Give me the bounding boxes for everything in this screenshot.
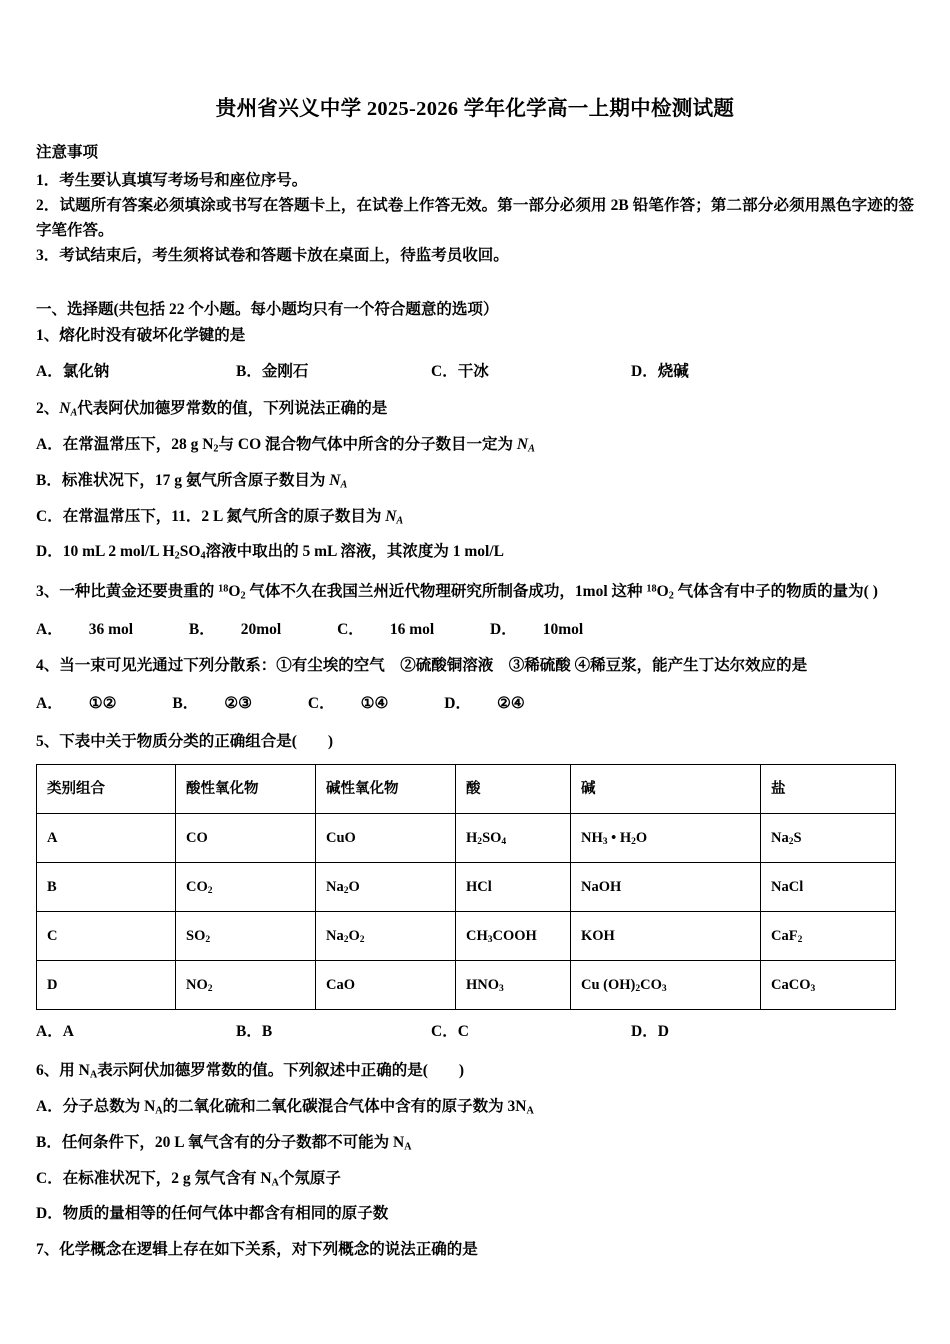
question-1-stem — [36, 324, 914, 349]
cell-acidic-oxide: $CO_2$ — [176, 863, 316, 912]
question-2-option-c[interactable]: C．在常温常压下，11．2 L 氮气所含的原子数目为 $N_A$ — [36, 507, 404, 526]
question-5-text: 下表中关于物质分类的正确组合是( ) — [59, 732, 334, 750]
option-text: 20mol — [240, 621, 282, 639]
question-4-option-a[interactable] — [36, 695, 143, 712]
cell-combo: B — [37, 863, 176, 912]
question-3-options — [36, 618, 914, 643]
option-label: D． — [631, 1023, 658, 1041]
option-label: A． — [36, 435, 63, 453]
option-label: A． — [36, 1023, 63, 1041]
page-title: 贵州省兴义中学 2025-2026 学年化学高一上期中检测试题 — [215, 98, 735, 120]
section-heading-choice: 一、选择题(共包括 22 个小题。每小题均只有一个符合题意的选项） — [36, 301, 499, 319]
question-4-number: 4、 — [36, 656, 60, 674]
option-label: B． — [172, 694, 199, 712]
option-label: A． — [36, 1097, 63, 1115]
option-text: ①② — [88, 694, 117, 712]
option-text: C — [457, 1023, 469, 1041]
cell-combo: A — [37, 814, 176, 863]
option-text: A — [62, 1023, 74, 1041]
option-text: 36 mol — [88, 621, 134, 639]
option-label: B． — [36, 471, 62, 489]
question-4-stem — [36, 654, 914, 679]
question-4-option-b[interactable] — [172, 695, 278, 712]
table-header-basic-oxide: 碱性氧化物 — [316, 765, 456, 814]
question-1-option-b[interactable] — [236, 360, 431, 385]
option-label: A． — [36, 621, 63, 639]
option-label: C． — [337, 621, 364, 639]
classification-table — [36, 764, 896, 1010]
option-label: C． — [307, 694, 335, 712]
cell-base: NaOH — [571, 863, 761, 912]
cell-acidic-oxide: CO — [176, 814, 316, 863]
cell-base: $NH_3$ • $H_2O$ — [571, 814, 761, 863]
question-5-stem — [36, 730, 914, 755]
question-6-option-d[interactable]: D．物质的量相等的任何气体中都含有相同的原子数 — [36, 1205, 389, 1223]
table-header-combo: 类别组合 — [37, 765, 176, 814]
question-1-option-c[interactable] — [431, 360, 631, 385]
option-text: 烧碱 — [657, 363, 689, 381]
question-5-number: 5、 — [36, 732, 60, 750]
cell-salt: $Na_2S$ — [761, 814, 896, 863]
table-row — [37, 814, 896, 863]
cell-combo: D — [37, 961, 176, 1010]
cell-salt: CaF$_2$ — [761, 912, 896, 961]
cell-basic-oxide: CuO — [316, 814, 456, 863]
option-text: 金刚石 — [261, 363, 309, 381]
question-4-options — [36, 692, 914, 717]
cell-basic-oxide: CaO — [316, 961, 456, 1010]
cell-acid: $CH_3COOH$ — [456, 912, 571, 961]
cell-acidic-oxide: $SO_2$ — [176, 912, 316, 961]
spacer — [36, 268, 914, 298]
question-6-number: 6、 — [36, 1062, 60, 1080]
cell-acid: HCl — [456, 863, 571, 912]
table-header-salt: 盐 — [761, 765, 896, 814]
cell-acidic-oxide: $NO_2$ — [176, 961, 316, 1010]
question-7-number: 7、 — [36, 1241, 60, 1259]
question-4-option-d[interactable] — [444, 695, 551, 712]
question-1-option-d[interactable] — [631, 360, 689, 385]
table-row — [37, 961, 896, 1010]
cell-acid: $H_2SO_4$ — [456, 814, 571, 863]
notice-item-1: 1．考生要认真填写考场号和座位序号。 — [36, 171, 308, 189]
option-label: C． — [431, 363, 458, 381]
question-3-number: 3、 — [36, 583, 60, 601]
question-4-option-c[interactable] — [308, 695, 415, 712]
option-text: ①④ — [360, 694, 389, 712]
table-row — [37, 863, 896, 912]
cell-base: Cu $(OH)_2CO_3$ — [571, 961, 761, 1010]
option-label: B． — [236, 363, 262, 381]
option-text: B — [261, 1023, 273, 1041]
question-7-text: 化学概念在逻辑上存在如下关系，对下列概念的说法正确的是 — [59, 1241, 478, 1259]
question-6-option-a[interactable]: A．分子总数为 $N_A$的二氧化硫和二氧化碳混合气体中含有的原子数为 $3N_A$ — [36, 1097, 534, 1117]
na-symbol: $N_A$ — [59, 400, 78, 419]
question-6-stem: 6、用 $N_A$表示阿伏加德罗常数的值。下列叙述中正确的是( ) — [36, 1062, 465, 1081]
notice-item-2: 2．试题所有答案必须填涂或书写在答题卡上，在试卷上作答无效。第一部分必须用 2B 铅笔作答；第二部分必须用黑色字迹的签字笔作答。 — [36, 197, 914, 240]
question-3-option-d[interactable] — [490, 621, 609, 638]
cell-base: KOH — [571, 912, 761, 961]
question-5-option-c[interactable] — [431, 1020, 631, 1045]
option-label: A． — [36, 363, 63, 381]
question-2-option-b[interactable]: B．标准状况下，17 g 氨气所含原子数目为 $N_A$ — [36, 471, 348, 491]
option-label: A． — [36, 694, 63, 712]
question-7-stem — [36, 1238, 914, 1263]
option-label: D． — [631, 363, 658, 381]
option-label: D． — [36, 543, 63, 561]
question-1-text: 熔化时没有破坏化学键的是 — [59, 326, 246, 344]
question-5-option-d[interactable] — [631, 1020, 669, 1045]
cell-salt: CaCO$_3$ — [761, 961, 896, 1010]
notice-item-3: 3．考试结束后，考生须将试卷和答题卡放在桌面上，待监考员收回。 — [36, 247, 509, 265]
question-5-options — [36, 1020, 914, 1045]
notice-heading: 注意事项 — [36, 143, 99, 161]
cell-basic-oxide: $Na_2O_2$ — [316, 912, 456, 961]
option-label: B． — [36, 1133, 62, 1151]
option-label: C． — [36, 507, 63, 525]
question-3-stem: 3、一种比黄金还要贵重的 $^{18}O_2$ 气体不久在我国兰州近代物理研究所制备成功，1mol 这种 $^{18}O_2$ 气体含有中子的物质的量为( ) — [36, 583, 878, 602]
table-header-acid: 酸 — [456, 765, 571, 814]
question-6-option-c[interactable]: C．在标准状况下，2 g 氖气含有 $N_A$个氖原子 — [36, 1169, 341, 1188]
question-1-option-a[interactable] — [36, 360, 236, 385]
option-text: 10mol — [542, 621, 584, 639]
option-text: ②④ — [496, 694, 525, 712]
option-label: B． — [236, 1023, 262, 1041]
option-text: D — [657, 1023, 669, 1041]
option-label: D． — [490, 621, 517, 639]
cell-acid: $HNO_3$ — [456, 961, 571, 1010]
question-2-number: 2、 — [36, 400, 60, 418]
cell-salt: NaCl — [761, 863, 896, 912]
question-2-text: 代表阿伏加德罗常数的值，下列说法正确的是 — [77, 400, 388, 418]
question-3-option-b[interactable] — [189, 621, 307, 638]
table-row — [37, 912, 896, 961]
table-header-acidic-oxide: 酸性氧化物 — [176, 765, 316, 814]
table-header-row — [37, 765, 896, 814]
question-2-stem — [36, 397, 914, 422]
question-1-number: 1、 — [36, 326, 60, 344]
question-5-option-b[interactable] — [236, 1020, 431, 1045]
question-2-option-a[interactable]: A．在常温常压下，28 g $N_2$与 CO 混合物气体中所含的分子数目一定为 $N_A$ — [36, 435, 535, 455]
option-label: D． — [444, 694, 471, 712]
option-label: C． — [431, 1023, 458, 1041]
option-label: C． — [36, 1169, 63, 1187]
question-6-option-b[interactable]: B．任何条件下，20 L 氧气含有的分子数都不可能为 $N_A$ — [36, 1133, 412, 1152]
question-5-option-a[interactable] — [36, 1020, 236, 1045]
option-text: ②③ — [224, 694, 253, 712]
question-4-text: 当一束可见光通过下列分散系：①有尘埃的空气 ②硫酸铜溶液 ③稀硫酸 ④稀豆浆，能产生丁达尔效应的是 — [59, 656, 808, 674]
cell-combo: C — [37, 912, 176, 961]
question-3-option-a[interactable] — [36, 621, 159, 638]
question-1-options — [36, 360, 914, 385]
option-text: 16 mol — [389, 621, 435, 639]
table-header-base: 碱 — [571, 765, 761, 814]
option-label: B． — [188, 621, 215, 639]
option-text: 氯化钠 — [62, 363, 110, 381]
question-3-option-c[interactable] — [337, 621, 460, 638]
option-text: 干冰 — [457, 363, 489, 381]
option-label: D． — [36, 1205, 63, 1223]
cell-basic-oxide: $Na_2O$ — [316, 863, 456, 912]
question-2-option-d[interactable]: D．10 mL 2 mol/L $H_2SO_4$溶液中取出的 5 mL 溶液，其浓度为 1 mol/L — [36, 543, 504, 562]
